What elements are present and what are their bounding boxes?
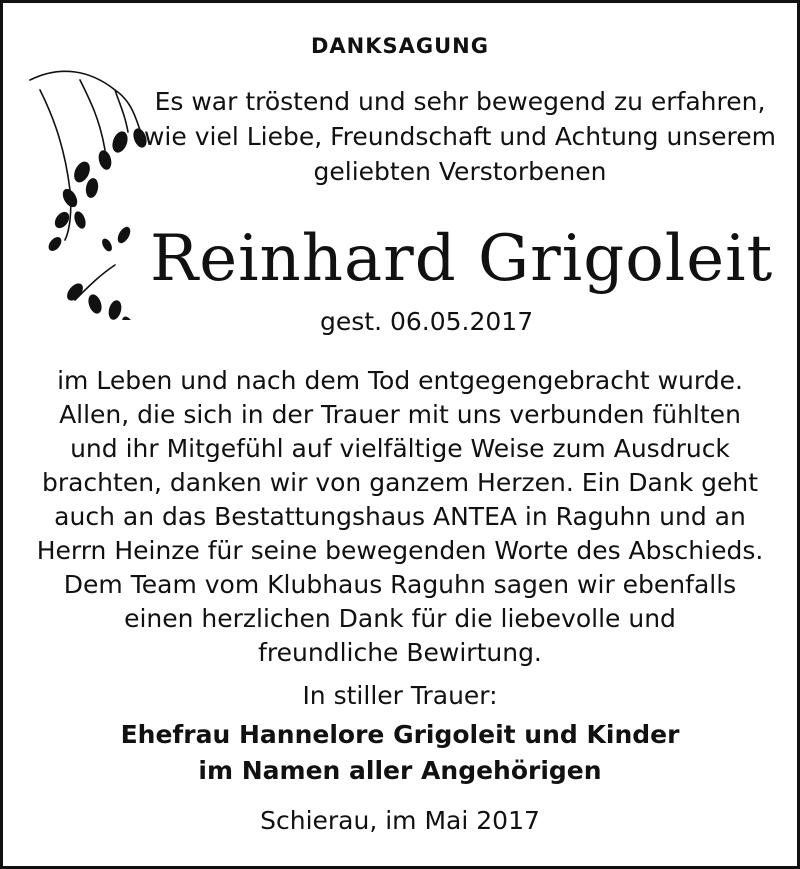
body-line-1: im Leben und nach dem Tod entgegengebracht wurde. (57, 366, 743, 395)
body-line-2: Allen, die sich in der Trauer mit uns verbunden fühlten (59, 400, 741, 429)
body-line-9: freundliche Bewirtung. (258, 638, 542, 667)
body-line-8: einen herzlichen Dank für die liebevolle und (124, 604, 676, 633)
place-date: Schierau, im Mai 2017 (260, 806, 540, 835)
body-line-3: und ihr Mitgefühl auf vielfältige Weise zum Ausdruck (70, 434, 730, 463)
body-line-4: brachten, danken wir von ganzem Herzen. Ein Dank geht (41, 468, 759, 497)
body-line-6: Herrn Heinze für seine bewegenden Worte des Abschieds. (36, 536, 764, 565)
signoff-name-2: im Namen aller Angehörigen (198, 756, 602, 785)
intro-line-2: wie viel Liebe, Freundschaft und Achtung unserem (143, 122, 777, 151)
signoff-name-1: Ehefrau Hannelore Grigoleit und Kinder (120, 720, 680, 749)
body-line-7: Dem Team vom Klubhaus Raguhn sagen wir ebenfalls (63, 570, 737, 599)
signoff-intro: In stiller Trauer: (302, 681, 498, 710)
body-line-5: auch an das Bestattungshaus ANTEA in Raguhn und an (54, 502, 746, 531)
deceased-name: Reinhard Grigoleit (150, 222, 774, 296)
intro-line-1: Es war tröstend und sehr bewegend zu erfahren, (154, 87, 766, 116)
notice-heading: DANKSAGUNG (310, 34, 489, 58)
intro-line-3: geliebten Verstorbenen (313, 157, 607, 186)
death-date: gest. 06.05.2017 (320, 307, 534, 336)
